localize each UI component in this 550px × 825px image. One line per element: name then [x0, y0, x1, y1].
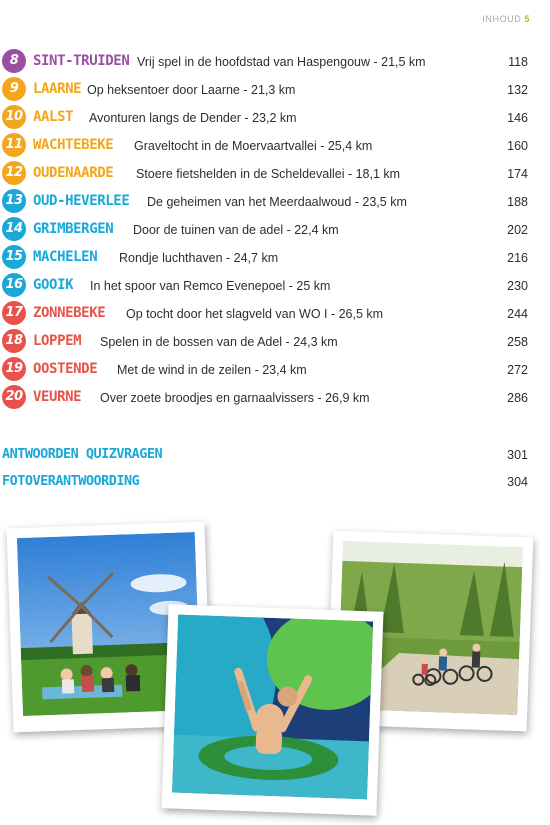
route-place: GOOIK — [33, 277, 74, 293]
extra-label: FOTOVERANTWOORDING — [2, 473, 140, 489]
route-place: ZONNEBEKE — [33, 305, 106, 321]
route-page-number: 230 — [507, 279, 528, 293]
route-number-badge: 8 — [2, 49, 26, 73]
route-number-badge: 19 — [2, 357, 26, 381]
toc-entry[interactable] — [0, 76, 550, 104]
route-description: Rondje luchthaven - 24,7 km — [119, 251, 279, 265]
route-page-number: 202 — [507, 223, 528, 237]
toc-extra-entry[interactable] — [0, 446, 550, 470]
toc-entry[interactable] — [0, 384, 550, 412]
route-page-number: 118 — [508, 55, 528, 69]
route-number-badge: 9 — [2, 77, 26, 101]
toc-entry[interactable] — [0, 160, 550, 188]
route-page-number: 160 — [507, 139, 528, 153]
route-place: OUD-HEVERLEE — [33, 193, 130, 209]
route-place: LOPPEM — [33, 333, 82, 349]
route-number-badge: 18 — [2, 329, 26, 353]
route-number-badge: 13 — [2, 189, 26, 213]
route-place: MACHELEN — [33, 249, 98, 265]
route-place: AALST — [33, 109, 74, 125]
toc-entry[interactable] — [0, 132, 550, 160]
toc-extra-entry[interactable] — [0, 473, 550, 497]
waterslide-image — [172, 615, 373, 800]
toc-entry[interactable] — [0, 300, 550, 328]
route-page-number: 286 — [507, 391, 528, 405]
route-description: Door de tuinen van de adel - 22,4 km — [133, 223, 339, 237]
photo-waterslide — [162, 604, 384, 815]
route-page-number: 146 — [507, 111, 528, 125]
toc-entry[interactable] — [0, 216, 550, 244]
route-page-number: 244 — [507, 307, 528, 321]
route-description: Vrij spel in de hoofdstad van Haspengouw - 21,5 km — [137, 55, 426, 69]
route-number-badge: 20 — [2, 385, 26, 409]
toc-entry[interactable] — [0, 328, 550, 356]
route-page-number: 216 — [507, 251, 528, 265]
route-place: GRIMBERGEN — [33, 221, 114, 237]
section-label: INHOUD — [482, 14, 522, 24]
route-number-badge: 11 — [2, 133, 26, 157]
route-description: Op heksentoer door Laarne - 21,3 km — [87, 83, 296, 97]
route-description: Spelen in de bossen van de Adel - 24,3 km — [100, 335, 338, 349]
route-description: Met de wind in de zeilen - 23,4 km — [117, 363, 307, 377]
route-place: SINT-TRUIDEN — [33, 53, 130, 69]
extra-page-number: 301 — [507, 448, 528, 462]
route-number-badge: 17 — [2, 301, 26, 325]
route-place: VEURNE — [33, 389, 82, 405]
toc-entry[interactable] — [0, 272, 550, 300]
route-number-badge: 16 — [2, 273, 26, 297]
route-description: Graveltocht in de Moervaartvallei - 25,4 km — [134, 139, 373, 153]
route-description: In het spoor van Remco Evenepoel - 25 km — [90, 279, 331, 293]
running-header — [482, 14, 530, 24]
route-page-number: 132 — [507, 83, 528, 97]
toc-entry[interactable] — [0, 104, 550, 132]
route-page-number: 188 — [507, 195, 528, 209]
toc-entry[interactable] — [0, 356, 550, 384]
extra-label: ANTWOORDEN QUIZVRAGEN — [2, 446, 163, 462]
route-place: OOSTENDE — [33, 361, 98, 377]
toc-entry[interactable] — [0, 48, 550, 76]
route-description: De geheimen van het Meerdaalwoud - 23,5 km — [147, 195, 407, 209]
extra-page-number: 304 — [507, 475, 528, 489]
route-place: OUDENAARDE — [33, 165, 114, 181]
route-description: Over zoete broodjes en garnaalvissers - 26,9 km — [100, 391, 370, 405]
page-number: 5 — [524, 14, 530, 24]
route-place: WACHTEBEKE — [33, 137, 114, 153]
route-page-number: 174 — [507, 167, 528, 181]
route-description: Op tocht door het slagveld van WO I - 26,5 km — [126, 307, 384, 321]
toc-entry[interactable] — [0, 188, 550, 216]
route-number-badge: 15 — [2, 245, 26, 269]
toc-entry[interactable] — [0, 244, 550, 272]
route-page-number: 272 — [507, 363, 528, 377]
route-number-badge: 12 — [2, 161, 26, 185]
route-description: Stoere fietshelden in de Scheldevallei - 18,1 km — [136, 167, 401, 181]
route-number-badge: 10 — [2, 105, 26, 129]
route-place: LAARNE — [33, 81, 82, 97]
route-page-number: 258 — [507, 335, 528, 349]
route-number-badge: 14 — [2, 217, 26, 241]
toc-list — [0, 48, 550, 412]
route-description: Avonturen langs de Dender - 23,2 km — [89, 111, 297, 125]
